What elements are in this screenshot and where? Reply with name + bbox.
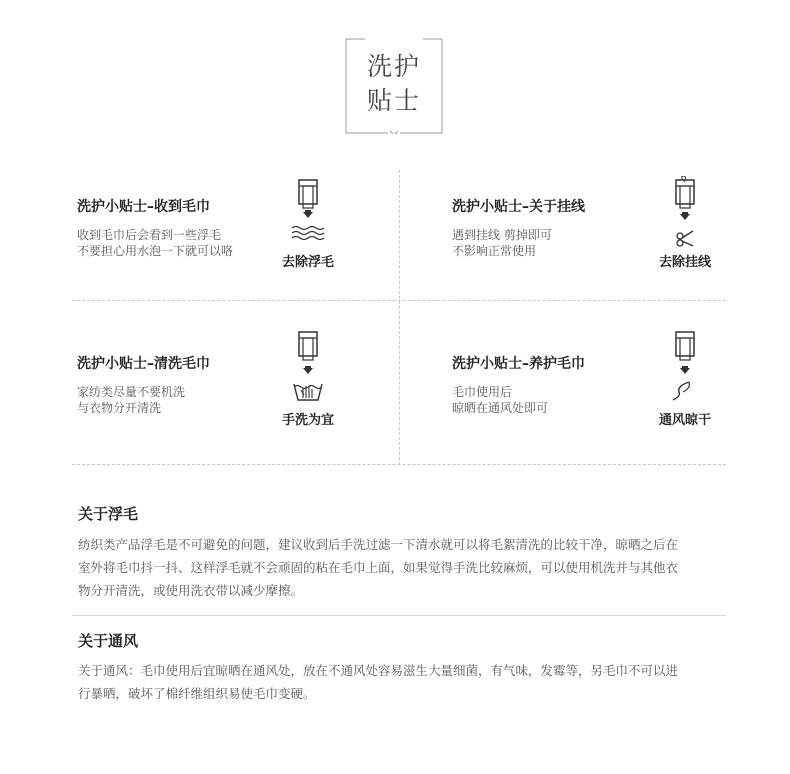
section-body	[78, 659, 718, 705]
tip-heading: 洗护小贴士–关于挂线	[452, 199, 585, 215]
tips-grid	[72, 170, 726, 465]
tip-receive-towel	[77, 196, 233, 259]
tip-caption: 手洗为宜	[281, 413, 334, 428]
tip-desc-line: 遇到挂线 剪掉即可	[452, 228, 552, 242]
tip-icon-group	[273, 330, 343, 428]
tip-desc-line: 收到毛巾后会看到一些浮毛	[77, 228, 222, 242]
tip-caption: 去除挂线	[658, 255, 711, 270]
tip-desc-line: 晾晒在通风处即可	[452, 401, 549, 415]
section-body	[78, 533, 718, 602]
section-divider	[72, 615, 726, 616]
header-badge	[345, 38, 443, 134]
section-line: 纺织类产品浮毛是不可避免的问题，建议收到后手洗过滤一下清水就可以将毛絮清洗的比较干净，晾晒之后在	[78, 537, 679, 552]
tip-heading: 洗护小贴士–清洗毛巾	[77, 356, 210, 372]
section-line: 关于通风：毛巾使用后宜晾晒在通风处，放在不通风处容易滋生大量细菌，有气味，发霉等，另毛巾不可以进	[78, 663, 679, 678]
title-line-1: 洗护	[366, 52, 421, 81]
towel-to-water-icon	[288, 178, 328, 248]
tip-desc-line: 毛巾使用后	[452, 385, 513, 399]
tip-heading: 洗护小贴士–养护毛巾	[452, 356, 585, 372]
section-line: 物分开清洗，或使用洗衣带以减少摩擦。	[78, 583, 304, 598]
tip-description	[77, 227, 233, 259]
section-line: 行暴晒，破坏了棉纤维组织易使毛巾变硬。	[78, 686, 316, 701]
section-title: 关于浮毛	[78, 505, 139, 523]
tip-desc-line: 家纺类尽量不要机洗	[77, 385, 186, 399]
section-ventilation	[78, 630, 718, 705]
section-title: 关于通风	[78, 632, 139, 650]
towel-to-scissors-icon	[665, 176, 705, 248]
section-line: 室外将毛巾抖一抖、这样浮毛就不会顽固的粘在毛巾上面，如果觉得手洗比较麻烦，可以使用机洗并与其他衣	[78, 560, 679, 575]
tip-icon-group	[650, 330, 720, 428]
tip-description	[452, 227, 585, 259]
tip-desc-line: 不要担心用水泡一下就可以咯	[77, 244, 234, 258]
grid-divider-vertical	[399, 170, 400, 465]
towel-to-airdry-icon	[665, 330, 705, 406]
tip-icon-group	[650, 176, 720, 270]
tip-heading: 洗护小贴士–收到毛巾	[77, 199, 210, 215]
tip-desc-line: 不影响正常使用	[452, 244, 537, 258]
title-line-2: 贴士	[366, 86, 421, 115]
tip-wash-towel	[77, 353, 210, 416]
tip-description	[77, 384, 210, 416]
tip-caption: 去除浮毛	[281, 255, 334, 270]
tip-caption: 通风晾干	[658, 413, 711, 428]
section-fuzz	[78, 503, 718, 602]
tip-loose-thread	[452, 196, 585, 259]
tip-description	[452, 384, 585, 416]
tip-care-towel	[452, 353, 585, 416]
towel-to-handwash-icon	[288, 330, 328, 406]
page-title	[345, 50, 443, 118]
tip-icon-group	[273, 178, 343, 270]
tip-desc-line: 与衣物分开清洗	[77, 401, 162, 415]
